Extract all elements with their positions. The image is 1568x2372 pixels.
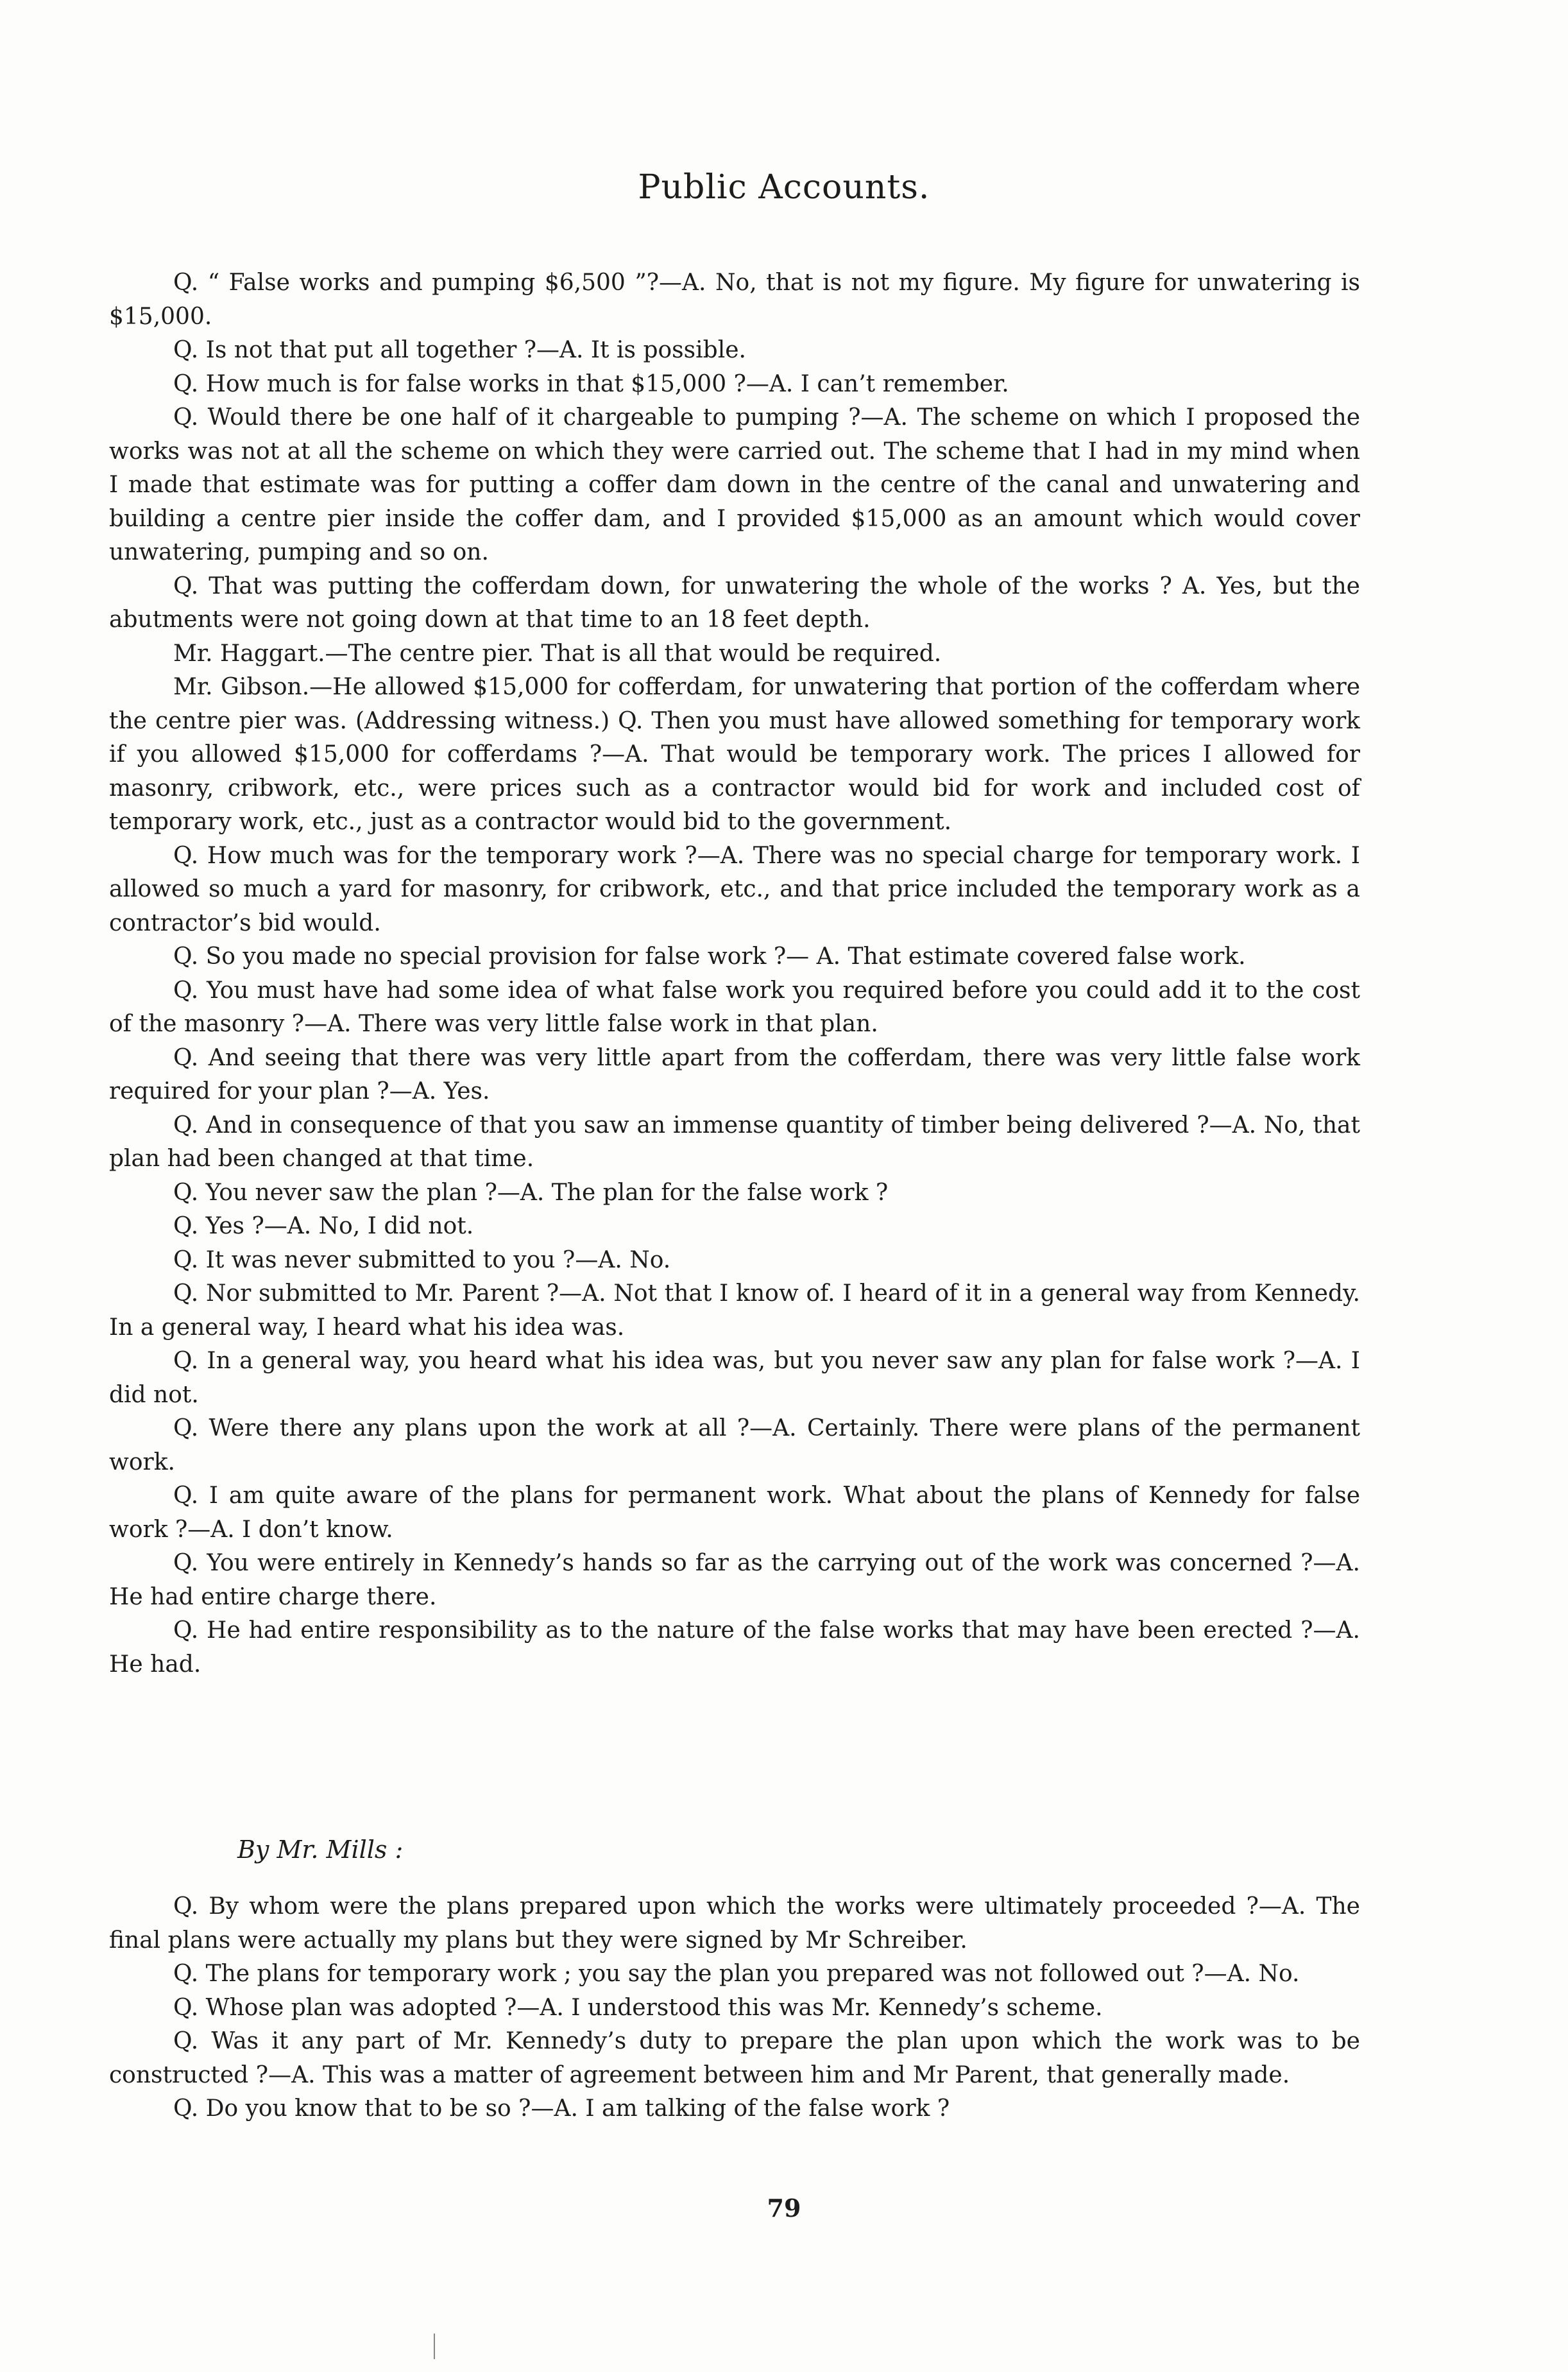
testimony-body-continued	[109, 1890, 1360, 2126]
paragraph: Q. You must have had some idea of what false work you required before you could add it to the cost of the masonry ?—A. There was very little false work in that plan.	[109, 977, 1360, 1037]
paragraph: Q. You were entirely in Kennedy’s hands so far as the carrying out of the work was concerned ?—A. He had entire charge there.	[109, 1550, 1360, 1610]
paragraph: Q. It was never submitted to you ?—A. No.	[173, 1246, 671, 1273]
page-title: Public Accounts.	[638, 168, 930, 207]
paragraph: Q. Nor submitted to Mr. Parent ?—A. Not that I know of. I heard of it in a general way from Kennedy. In a general way, I heard what his idea was.	[109, 1280, 1360, 1341]
paragraph: Mr. Gibson.—He allowed $15,000 for cofferdam, for unwatering that portion of the cofferdam where the centre pier was. (Addressing witness.) Q. Then you must have allowed something for temporary work if you allowed $15,000 for cofferdams ?—A. That would be temporary work. The prices I allowed for masonry, cribwork, etc., were prices such as a contractor would bid for work and included cost of temporary work, etc., just as a contractor would bid to the government.	[109, 674, 1360, 835]
paragraph: Q. Yes ?—A. No, I did not.	[173, 1213, 474, 1239]
paragraph: Q. Do you know that to be so ?—A. I am talking of the false work ?	[173, 2095, 950, 2122]
testimony-body	[109, 266, 1360, 1681]
paragraph: Mr. Haggart.—The centre pier. That is all that would be required.	[173, 640, 942, 667]
margin-mark	[434, 2333, 435, 2359]
paragraph: Q. I am quite aware of the plans for permanent work. What about the plans of Kennedy for false work ?—A. I don’t know.	[109, 1482, 1360, 1543]
paragraph: Q. Is not that put all together ?—A. It is possible.	[173, 337, 746, 363]
paragraph: Q. And seeing that there was very little apart from the cofferdam, there was very little false work required for your plan ?—A. Yes.	[109, 1044, 1360, 1104]
paragraph: Q. In a general way, you heard what his idea was, but you never saw any plan for false work ?—A. I did not.	[109, 1348, 1360, 1408]
paragraph: Q. So you made no special provision for false work ?— A. That estimate covered false work.	[173, 943, 1246, 970]
section-heading: By Mr. Mills :	[237, 1835, 404, 1864]
paragraph: Q. Was it any part of Mr. Kennedy’s duty to prepare the plan upon which the work was to be constructed ?—A. This was a matter of agreement between him and Mr Parent, that generally made.	[109, 2028, 1360, 2088]
paragraph: Q. The plans for temporary work ; you say the plan you prepared was not followed out ?—A. No.	[173, 1961, 1300, 1987]
paragraph: Q. How much was for the temporary work ?—A. There was no special charge for temporary work. I allowed so much a yard for masonry, for cribwork, etc., and that price included the temporary work as a contractor’s bid would.	[109, 842, 1360, 936]
paragraph: Q. Would there be one half of it chargeable to pumping ?—A. The scheme on which I proposed the works was not at all the scheme on which they were carried out. The scheme that I had in my mind when I made that estimate was for putting a coffer dam down in the centre of the canal and unwatering and building a centre pier inside the coffer dam, and I provided $15,000 as an amount which would cover unwatering, pumping and so on.	[109, 404, 1360, 565]
paragraph: Q. How much is for false works in that $15,000 ?—A. I can’t remember.	[173, 370, 1009, 397]
paragraph: Q. And in consequence of that you saw an immense quantity of timber being delivered ?—A. No, that plan had been changed at that time.	[109, 1112, 1360, 1172]
paragraph: Q. By whom were the plans prepared upon which the works were ultimately proceeded ?—A. The final plans were actually my plans but they were signed by Mr Schreiber.	[109, 1893, 1360, 1954]
paragraph: Q. “ False works and pumping $6,500 ”?—A. No, that is not my figure. My figure for unwatering is $15,000.	[109, 270, 1360, 330]
paragraph: Q. He had entire responsibility as to the nature of the false works that may have been erected ?—A. He had.	[109, 1617, 1360, 1678]
paragraph: Q. That was putting the cofferdam down, for unwatering the whole of the works ? A. Yes, but the abutments were not going down at that time to an 18 feet depth.	[109, 572, 1360, 633]
paragraph: Q. Whose plan was adopted ?—A. I understood this was Mr. Kennedy’s scheme.	[173, 1994, 1103, 2021]
paragraph: Q. You never saw the plan ?—A. The plan for the false work ?	[173, 1179, 889, 1206]
paragraph: Q. Were there any plans upon the work at all ?—A. Certainly. There were plans of the permanent work.	[109, 1415, 1360, 1475]
page-number: 79	[767, 2194, 801, 2222]
